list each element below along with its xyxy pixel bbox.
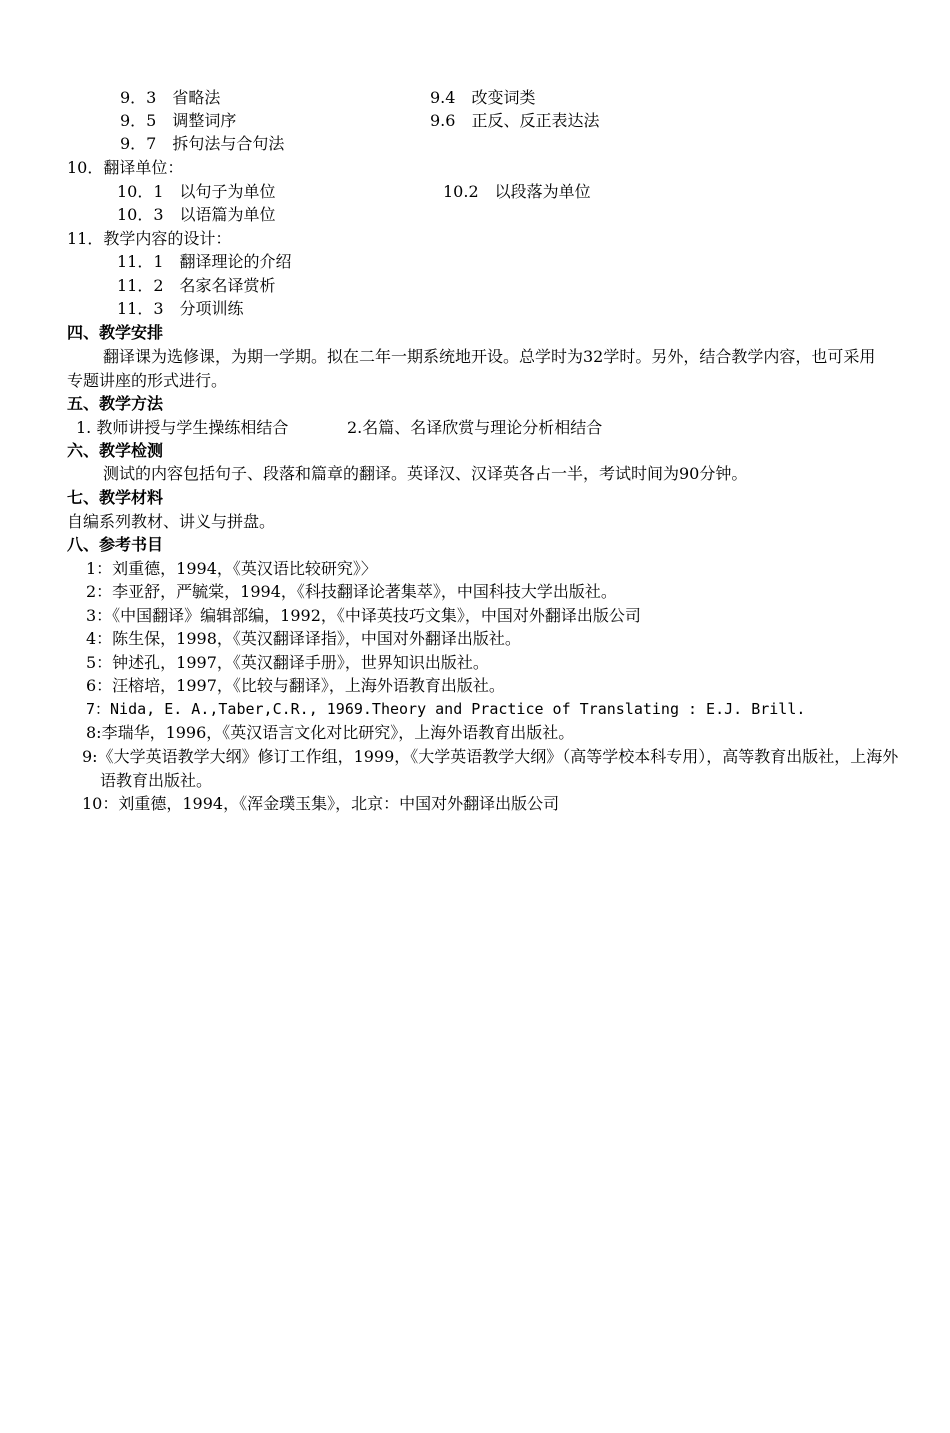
reference-item: 9:《大学英语教学大纲》修订工作组，1999，《大学英语教学大纲》（高等学校本科专用），高等教育出版社，上海外语教育出版社。 <box>82 747 899 790</box>
reference-item: 6：汪榕培，1997，《比较与翻译》，上海外语教育出版社。 <box>86 676 505 695</box>
item-11-1: 11．1 翻译理论的介绍 <box>117 252 292 271</box>
heading-teaching-arrangement: 四、教学安排 <box>67 323 164 342</box>
reference-item: 5：钟述孔，1997，《英汉翻译手册》，世界知识出版社。 <box>86 653 489 672</box>
section-10-title: 10．翻译单位： <box>67 158 184 177</box>
teaching-arrangement-text: 翻译课为选修课，为期一学期。拟在二年一期系统地开设。总学时为32学时。另外，结合教学内容，也可采用专题讲座的形式进行。 <box>67 347 876 390</box>
reference-item: 7：Nida, E. A.,Taber,C.R., 1969.Theory and Practice of Translating : E.J. Brill. <box>86 700 806 718</box>
section-11-title: 11．教学内容的设计： <box>67 229 232 248</box>
item-9-6: 9.6 正反、反正表达法 <box>430 111 600 130</box>
heading-teaching-method: 五、教学方法 <box>67 394 164 413</box>
item-11-2: 11．2 名家名译赏析 <box>117 276 276 295</box>
teaching-materials-text: 自编系列教材、讲义与拼盘。 <box>67 512 276 531</box>
item-9-7: 9．7 拆句法与合句法 <box>120 134 285 153</box>
item-10-3: 10．3 以语篇为单位 <box>117 205 276 224</box>
teaching-method-item-1: 1. 教师讲授与学生操练相结合 <box>76 418 289 437</box>
item-9-4: 9.4 改变词类 <box>430 88 536 107</box>
reference-item: 8:李瑞华，1996，《英汉语言文化对比研究》，上海外语教育出版社。 <box>86 723 575 742</box>
item-9-5: 9．5 调整词序 <box>120 111 237 130</box>
heading-teaching-assessment: 六、教学检测 <box>67 441 164 460</box>
item-10-1: 10．1 以句子为单位 <box>117 182 276 201</box>
item-11-3: 11．3 分项训练 <box>117 299 244 318</box>
reference-item: 2：李亚舒，严毓棠，1994，《科技翻译论著集萃》，中国科技大学出版社。 <box>86 582 617 601</box>
teaching-assessment-text: 测试的内容包括句子、段落和篇章的翻译。英译汉、汉译英各占一半，考试时间为90分钟。 <box>103 464 748 483</box>
item-9-3: 9．3 省略法 <box>120 88 221 107</box>
heading-teaching-materials: 七、教学材料 <box>67 488 164 507</box>
teaching-method-item-2: 2.名篇、名译欣赏与理论分析相结合 <box>347 418 603 437</box>
reference-item: 1：刘重德，1994，《英汉语比较研究》〉 <box>86 559 377 578</box>
reference-item: 3：《中国翻译》编辑部编，1992，《中译英技巧文集》，中国对外翻译出版公司 <box>86 606 641 625</box>
heading-references: 八、参考书目 <box>67 535 164 554</box>
reference-item: 10：刘重德，1994，《浑金璞玉集》，北京：中国对外翻译出版公司 <box>82 794 560 813</box>
item-10-2: 10.2 以段落为单位 <box>443 182 591 201</box>
reference-item: 4：陈生保，1998，《英汉翻译译指》，中国对外翻译出版社。 <box>86 629 521 648</box>
